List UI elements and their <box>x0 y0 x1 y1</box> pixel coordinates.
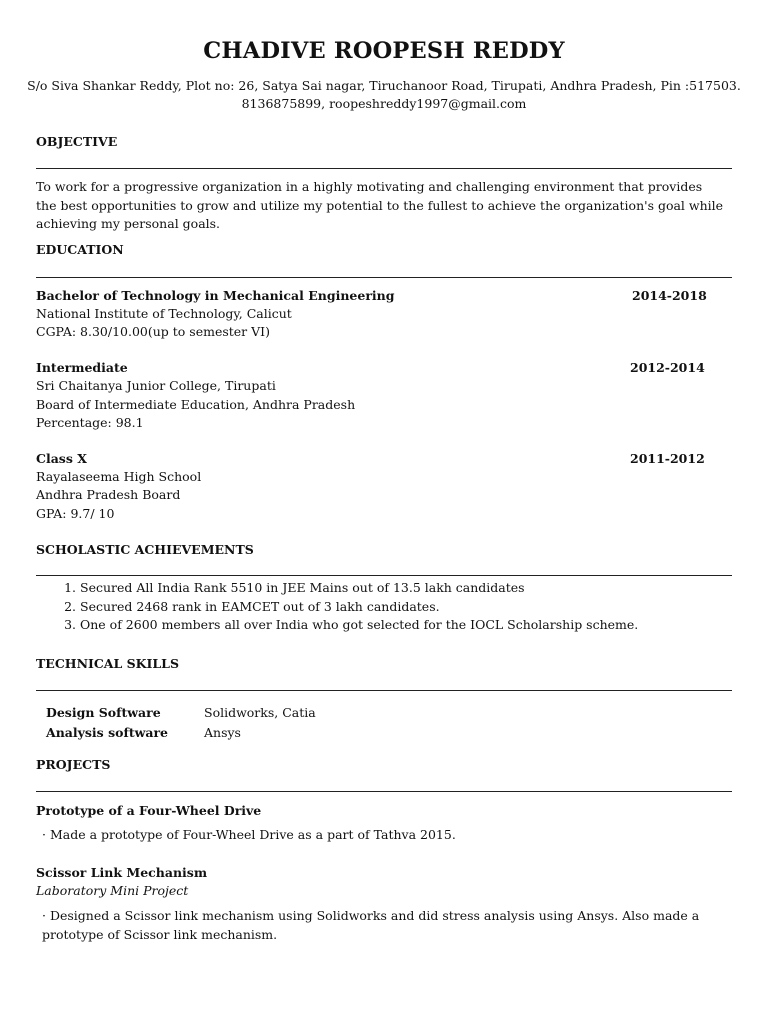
education-score: GPA: 9.7/ 10 <box>36 506 115 521</box>
education-score: CGPA: 8.30/10.00(up to semester VI) <box>36 324 270 339</box>
skill-label: Analysis software <box>46 724 168 740</box>
education-board: Andhra Pradesh Board <box>36 487 181 502</box>
objective-text: To work for a progressive organization in a highly motivating and challenging environment that provides the best opportunities to grow and utilize my potential to the fullest to achieve the organization's goal while achieving my personal goals. <box>36 179 724 231</box>
education-years: 2012-2014 <box>630 360 705 375</box>
skill-value: Solidworks, Catia <box>204 704 316 720</box>
skill-label: Design Software <box>46 704 161 720</box>
project-title: Prototype of a Four-Wheel Drive <box>36 803 262 818</box>
achievements-heading: SCHOLASTIC ACHIEVEMENTS <box>36 542 254 557</box>
education-score: Percentage: 98.1 <box>36 415 144 430</box>
project-description: · Designed a Scissor link mechanism using Solidworks and did stress analysis using Ansys. Also made a prototype of Scissor link mechanism. <box>42 908 700 942</box>
education-years: 2011-2012 <box>630 451 705 466</box>
project-title: Scissor Link Mechanism <box>36 865 208 880</box>
skill-value: Ansys <box>204 724 241 740</box>
education-board: Board of Intermediate Education, Andhra Pradesh <box>36 397 356 412</box>
achievement-item: 1. Secured All India Rank 5510 in JEE Mains out of 13.5 lakh candidates <box>80 579 740 598</box>
education-title: Bachelor of Technology in Mechanical Engineering <box>36 288 395 303</box>
skills-table <box>42 702 320 742</box>
education-institution: Sri Chaitanya Junior College, Tirupati <box>36 378 276 393</box>
project-description: · Made a prototype of Four-Wheel Drive as a part of Tathva 2015. <box>42 827 456 842</box>
education-title: Class X <box>36 451 87 466</box>
education-title: Intermediate <box>36 360 128 375</box>
projects-divider <box>36 791 732 792</box>
skills-heading: TECHNICAL SKILLS <box>36 656 179 671</box>
education-institution: Rayalaseema High School <box>36 469 202 484</box>
candidate-name: CHADIVE ROOPESH REDDY <box>203 38 565 64</box>
objective-divider <box>36 168 732 169</box>
achievements-divider <box>36 575 732 576</box>
education-institution: National Institute of Technology, Calicut <box>36 306 292 321</box>
skills-row <box>42 722 320 742</box>
objective-heading: OBJECTIVE <box>36 134 118 149</box>
education-years: 2014-2018 <box>632 288 707 303</box>
skills-row <box>42 702 320 722</box>
education-divider <box>36 277 732 278</box>
education-heading: EDUCATION <box>36 242 124 257</box>
projects-heading: PROJECTS <box>36 757 111 772</box>
skills-divider <box>36 690 732 691</box>
project-subtitle: Laboratory Mini Project <box>36 883 189 898</box>
achievement-item: 2. Secured 2468 rank in EAMCET out of 3 lakh candidates. <box>80 598 740 617</box>
contact-line: 8136875899, roopeshreddy1997@gmail.com <box>241 96 527 111</box>
achievements-list <box>36 579 740 635</box>
address-line: S/o Siva Shankar Reddy, Plot no: 26, Satya Sai nagar, Tiruchanoor Road, Tirupati, Andhra Pradesh, Pin :517503. <box>27 78 741 93</box>
achievement-item: 3. One of 2600 members all over India who got selected for the IOCL Scholarship scheme. <box>80 616 740 635</box>
